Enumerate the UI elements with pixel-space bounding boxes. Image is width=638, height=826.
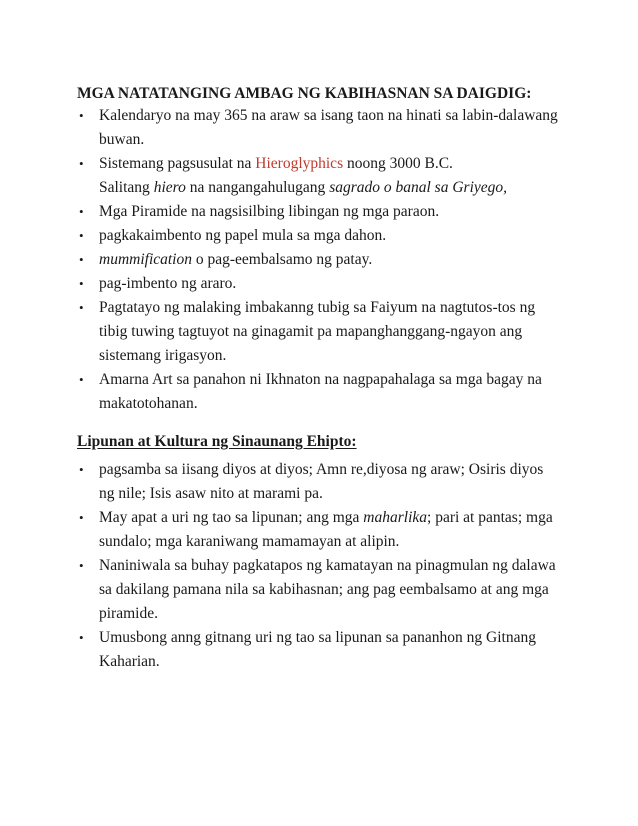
item-text-line: pagsamba sa iisang diyos at diyos; Amn re,diyosa ng araw; Osiris diyos [99,461,544,478]
bullet-icon: • [79,228,84,243]
item-text-line [99,152,598,176]
item-text-line: Mga Piramide na nagsisilbing libingan ng mga paraon. [99,203,440,220]
list-item [0,458,638,506]
item-text: na nangangahulugang [185,179,330,196]
list-item [0,296,638,368]
bullet-icon: • [79,156,84,171]
list-item [0,554,638,626]
list-item [0,368,638,416]
bullet-icon: • [79,510,84,525]
item-text-line: pag-imbento ng araro. [99,275,237,292]
list-item [0,224,638,248]
section-heading-lipunan: Lipunan at Kultura ng Sinaunang Ehipto: [77,433,357,450]
bullet-icon: • [79,276,84,291]
hieroglyphics-highlight: Hieroglyphics [255,155,344,172]
bullet-icon: • [79,630,84,645]
item-text-line [99,248,598,272]
bullet-icon: • [79,204,84,219]
item-text-line: Naniniwala sa buhay pagkatapos ng kamatayan na pinagmulan ng dalawa [99,557,556,574]
ambag-list [0,104,638,416]
item-text-line: Umusbong anng gitnang uri ng tao sa lipunan sa pananhon ng Gitnang [99,629,536,646]
item-text-line: sundalo; mga karaniwang mamamayan at alipin. [99,533,400,550]
list-item [0,200,638,224]
list-item [0,506,638,554]
item-text-line: tibig tuwing tagtuyot na ginagamit pa mapanghanggang-ngayon ang [99,323,523,340]
bullet-icon: • [79,462,84,477]
item-text-line: piramide. [99,605,158,622]
list-item [0,104,638,152]
item-text-line [99,506,598,530]
item-text: Salitang [99,179,154,196]
item-text: ; pari at pantas; mga [427,509,553,526]
item-text-line: Kalendaryo na may 365 na araw sa isang taon na hinati sa labin-dalawang [99,107,558,124]
section-heading-ambag: MGA NATATANGING AMBAG NG KABIHASNAN SA DAIGDIG: [77,85,532,102]
item-text-line: makatotohanan. [99,395,198,412]
bullet-icon: • [79,252,84,267]
item-text-line [99,176,598,200]
list-item [0,626,638,674]
bullet-icon: • [79,372,84,387]
item-text-line: Kaharian. [99,653,160,670]
item-text-line: pagkakaimbento ng papel mula sa mga dahon. [99,227,387,244]
item-text-line: Pagtatayo ng malaking imbakanng tubig sa Faiyum na nagtutos-tos ng [99,299,536,316]
bullet-icon: • [79,108,84,123]
list-item [0,272,638,296]
item-text-line: Amarna Art sa panahon ni Ikhnaton na nagpapahalaga sa mga bagay na [99,371,542,388]
italic-term: mummification [99,251,192,268]
item-text: May apat a uri ng tao sa lipunan; ang mga [99,509,364,526]
italic-term: hiero [153,179,186,196]
item-text: Sistemang pagsusulat na [99,155,256,172]
item-text-line: sa dakilang pamana nila sa kabihasnan; ang pag eembalsamo at ang mga [99,581,549,598]
list-item [0,152,638,200]
bullet-icon: • [79,300,84,315]
list-item [0,248,638,272]
italic-term: sagrado o banal sa Griyego, [329,179,508,196]
bullet-icon: • [79,558,84,573]
lipunan-list [0,458,638,674]
item-text-line: sistemang irigasyon. [99,347,227,364]
item-text: noong 3000 B.C. [343,155,453,172]
item-text-line: ng nile; Isis asaw nito at marami pa. [99,485,323,502]
item-text-line: buwan. [99,131,145,148]
item-text: o pag-eembalsamo ng patay. [192,251,373,268]
italic-term: maharlika [363,509,428,526]
